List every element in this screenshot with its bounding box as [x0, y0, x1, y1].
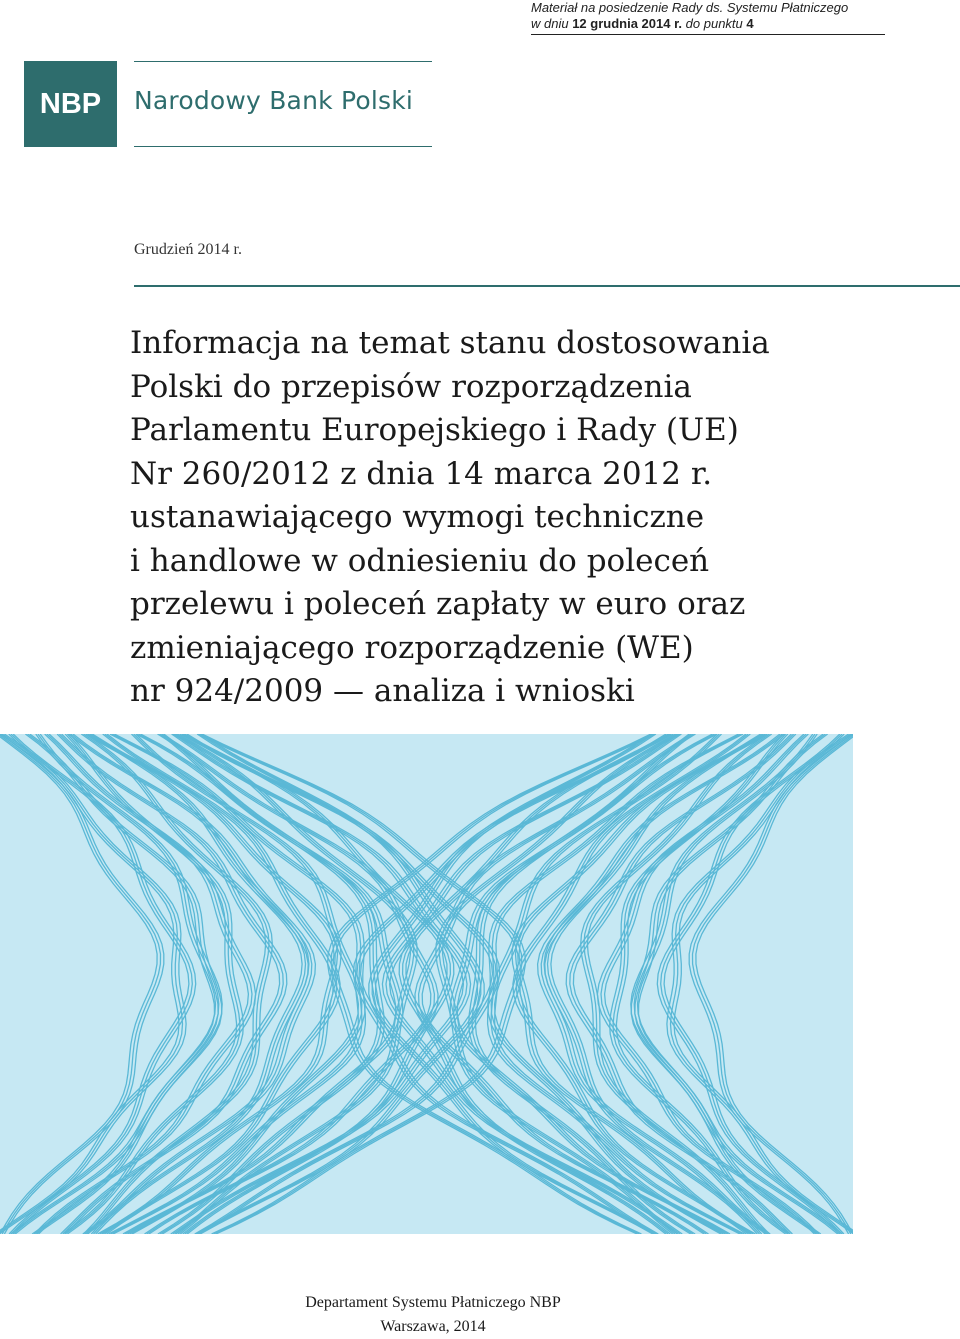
logo-bottom-rule — [134, 146, 432, 147]
bank-name: Narodowy Bank Polski — [134, 86, 414, 115]
nbp-logo-mark — [24, 61, 117, 147]
department-name: Departament Systemu Płatniczego NBP — [305, 1294, 561, 1311]
nbp-logo-abbr: NBP — [39, 87, 102, 120]
meeting-note-point: 4 — [746, 16, 754, 31]
header-divider — [134, 285, 960, 287]
city-year: Warszawa, 2014 — [380, 1318, 486, 1335]
title-line: ustanawiającego wymogi techniczne — [130, 499, 705, 535]
document-title — [130, 322, 950, 714]
title-line: Polski do przepisów rozporządzenia — [130, 368, 692, 405]
decorative-guilloche-pattern — [0, 734, 853, 1234]
title-line: i handlowe w odniesieniu do poleceń — [130, 542, 710, 579]
title-line: Nr 260/2012 z dnia 14 marca 2012 r. — [130, 455, 713, 492]
title-line: Informacja na temat stanu dostosowania — [130, 325, 770, 361]
title-line: zmieniającego rozporządzenie (WE) — [130, 629, 694, 666]
meeting-note-line-2 — [531, 16, 885, 32]
meeting-note-suffix: do punktu — [685, 16, 743, 31]
meeting-note-date: 12 grudnia 2014 r. — [572, 16, 683, 31]
meeting-note-line-1: Materiał na posiedzenie Rady ds. Systemu Płatniczego — [531, 0, 849, 15]
title-line: nr 924/2009 — analiza i wnioski — [130, 673, 635, 709]
title-line: przelewu i poleceń zapłaty w euro oraz — [130, 586, 746, 622]
logo-top-rule — [134, 61, 432, 62]
meeting-note — [531, 0, 885, 35]
publication-date: Grudzień 2014 r. — [134, 241, 242, 258]
title-line: Parlamentu Europejskiego i Rady (UE) — [130, 412, 739, 448]
meeting-note-prefix: w dniu — [531, 16, 569, 31]
